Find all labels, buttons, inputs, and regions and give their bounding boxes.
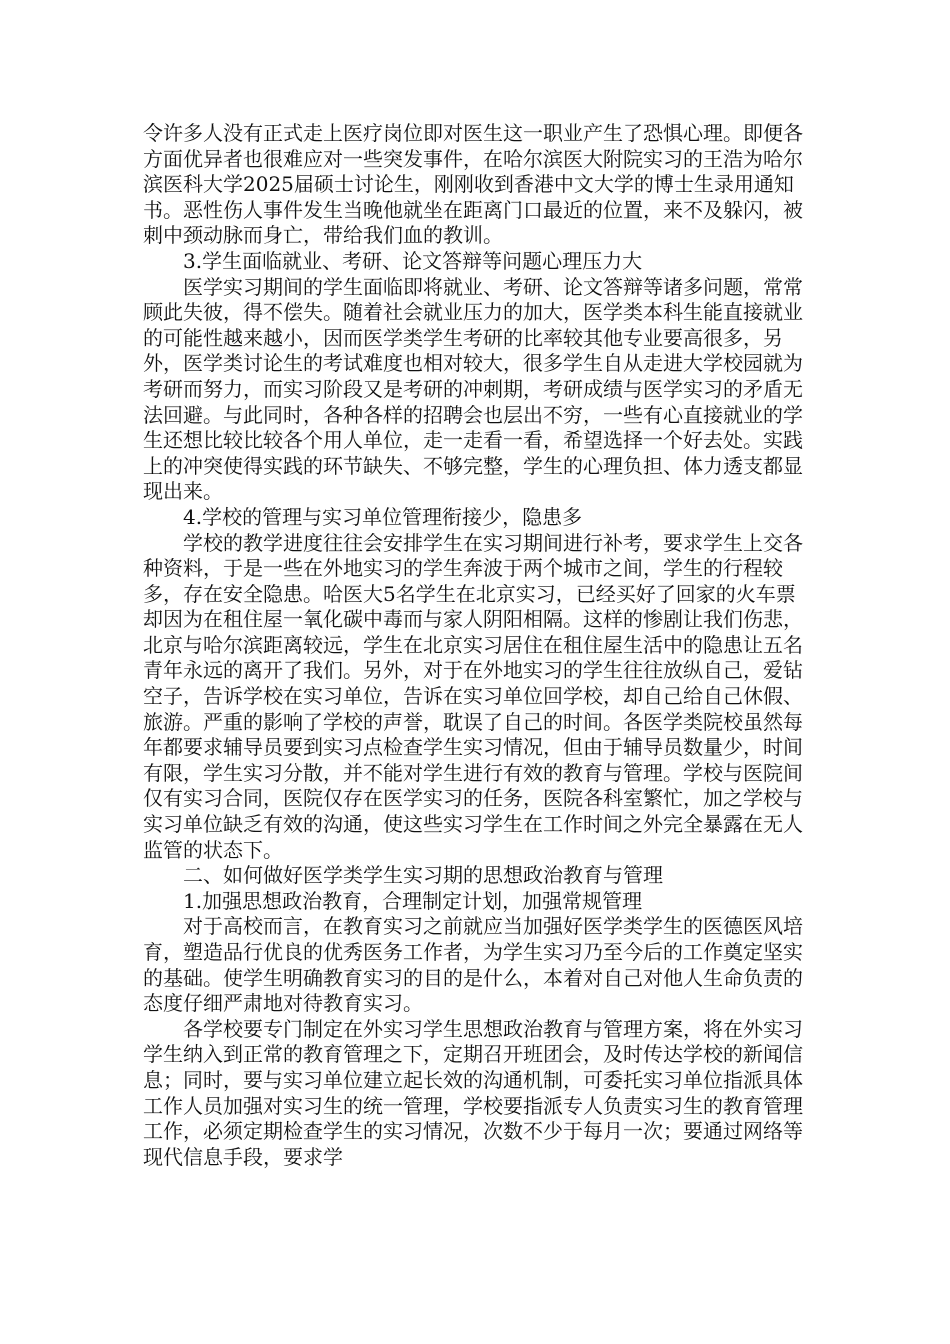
paragraph-3: 学校的教学进度往往会安排学生在实习期间进行补考，要求学生上交各种资料，于是一些在外地实习的学生奔波于两个城市之间，学生的行程较多，存在安全隐患。哈医大5名学生在北京实习，已经买好了回家的火车票却因为在租住屋一氧化碳中毒而与家人阴阳相隔。这样的惨剧让我们伤悲，北京与哈尔滨距离较远，学生在北京实习居住在租住屋生活中的隐患让五名青年永远的离开了我们。另外，对于在外地实习的学生往往放纵自己，爱钻空子，告诉学校在实习单位，告诉在实习单位回学校，却自己给自己休假、旅游。严重的影响了学校的声誉，耽误了自己的时间。各医学类院校虽然每年都要求辅导员要到实习点检查学生实习情况，但由于辅导员数量少，时间有限，学生实习分散，并不能对学生进行有效的教育与管理。学校与医院间仅有实习合同，医院仅存在医学实习的任务，医院各科室繁忙，加之学校与实习单位缺乏有效的沟通，使这些实习学生在工作时间之外完全暴露在无人监管的状态下。 (143, 530, 803, 862)
paragraph-1: 令许多人没有正式走上医疗岗位即对医生这一职业产生了恐惧心理。即便各方面优异者也很难应对一些突发事件，在哈尔滨医大附院实习的王浩为哈尔滨医科大学2025届硕士讨论生，刚刚收到香港中文大学的博士生录用通知书。恶性伤人事件发生当晚他就坐在距离门口最近的位置，来不及躲闪，被刺中颈动脉而身亡，带给我们血的教训。 (143, 121, 803, 248)
document-body (143, 121, 807, 1170)
section-heading-4: 4.学校的管理与实习单位管理衔接少，隐患多 (183, 504, 583, 529)
paragraph-2: 医学实习期间的学生面临即将就业、考研、论文答辩等诸多问题，常常顾此失彼，得不偿失。随着社会就业压力的加大，医学类本科生能直接就业的可能性越来越小，因而医学类学生考研的比率较其他专业要高很多，另外，医学类讨论生的考试难度也相对较大，很多学生自从走进大学校园就为考研而努力，而实习阶段又是考研的冲刺期，考研成绩与医学实习的矛盾无法回避。与此同时，各种各样的招聘会也层出不穷，一些有心直接就业的学生还想比较比较各个用人单位，走一走看一看，希望选择一个好去处。实践上的冲突使得实践的环节缺失、不够完整，学生的心理负担、体力透支都显现出来。 (143, 274, 803, 504)
section-heading-1: 1.加强思想政治教育，合理制定计划，加强常规管理 (183, 888, 643, 913)
paragraph-5: 各学校要专门制定在外实习学生思想政治教育与管理方案，将在外实习学生纳入到正常的教育管理之下，定期召开班团会，及时传达学校的新闻信息；同时，要与实习单位建立起长效的沟通机制，可委托实习单位指派具体工作人员加强对实习生的统一管理，学校要指派专人负责实习生的教育管理工作，必须定期检查学生的实习情况，次数不少于每月一次；要通过网络等现代信息手段，要求学 (143, 1016, 803, 1169)
chapter-heading-2: 二、如何做好医学类学生实习期的思想政治教育与管理 (183, 863, 663, 888)
paragraph-4: 对于高校而言，在教育实习之前就应当加强好医学类学生的医德医风培育，塑造品行优良的优秀医务工作者，为学生实习乃至今后的工作奠定坚实的基础。使学生明确教育实习的目的是什么，本着对自己对他人生命负责的态度仔细严肃地对待教育实习。 (143, 914, 803, 1016)
section-heading-3: 3.学生面临就业、考研、论文答辩等问题心理压力大 (183, 248, 643, 273)
